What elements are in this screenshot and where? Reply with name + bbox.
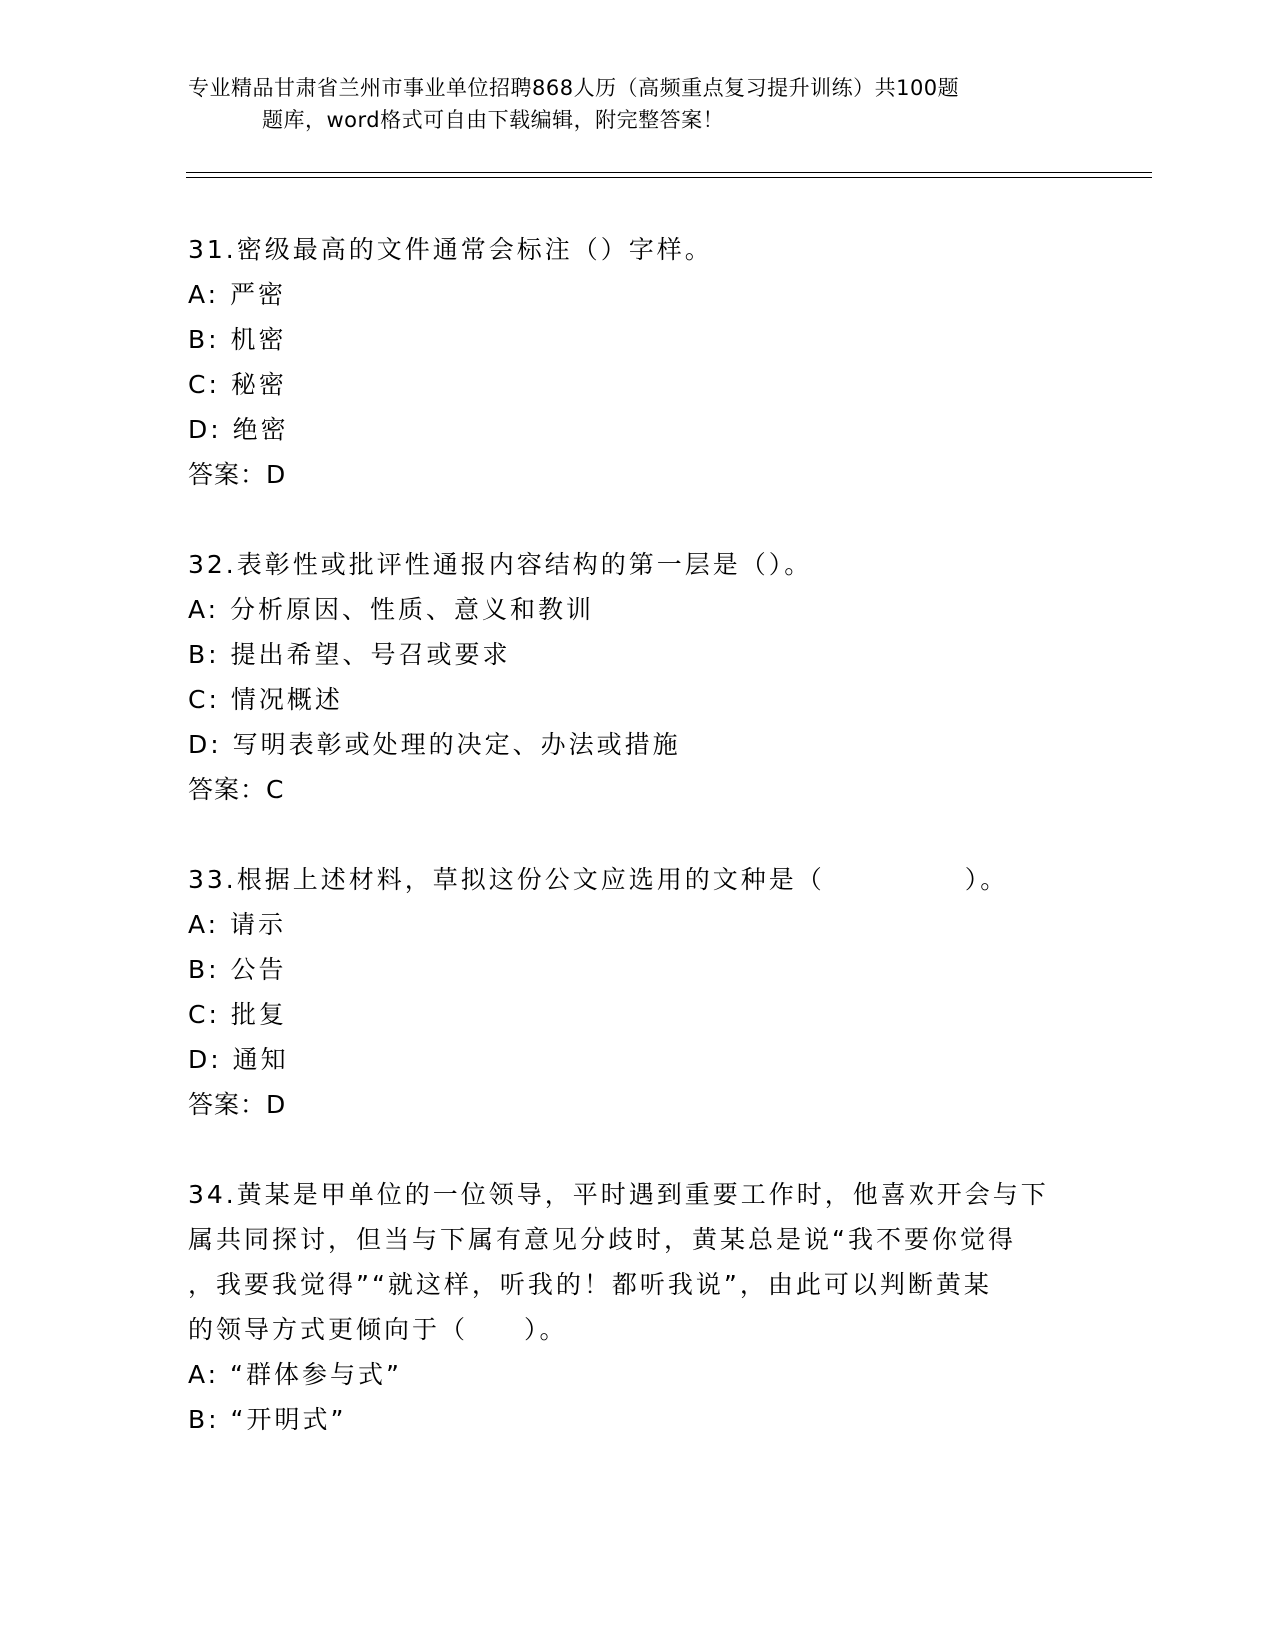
option-c: C: 批复 <box>188 1000 287 1029</box>
header-divider-top <box>186 172 1152 173</box>
header-title-line-2: 题库，word格式可自由下载编辑，附完整答案！ <box>262 108 725 132</box>
question-34 <box>188 1172 1088 1442</box>
document-header <box>188 72 1088 136</box>
question-stem-line-2: 属共同探讨，但当与下属有意见分歧时，黄某总是说“我不要你觉得 <box>188 1225 1016 1254</box>
option-a: A: “群体参与式” <box>188 1360 402 1389</box>
option-d: D: 通知 <box>188 1045 289 1074</box>
answer-line: 答案：D <box>188 460 287 489</box>
answer-line: 答案：D <box>188 1090 287 1119</box>
option-a: A: 请示 <box>188 910 287 939</box>
header-divider-bottom <box>186 177 1152 178</box>
option-b: B: 公告 <box>188 955 287 984</box>
option-b: B: 机密 <box>188 325 287 354</box>
option-b: B: 提出希望、号召或要求 <box>188 640 511 669</box>
option-b: B: “开明式” <box>188 1405 347 1434</box>
option-c: C: 秘密 <box>188 370 287 399</box>
question-stem: 33.根据上述材料，草拟这份公文应选用的文种是（ ）。 <box>188 865 1009 894</box>
question-32 <box>188 542 1088 812</box>
question-stem-line-4: 的领导方式更倾向于（ ）。 <box>188 1315 568 1344</box>
question-stem-line-1: 34.黄某是甲单位的一位领导，平时遇到重要工作时，他喜欢开会与下 <box>188 1180 1049 1209</box>
option-c: C: 情况概述 <box>188 685 343 714</box>
question-stem-line-3: ，我要我觉得”“就这样，听我的！都听我说”，由此可以判断黄某 <box>188 1270 992 1299</box>
option-d: D: 写明表彰或处理的决定、办法或措施 <box>188 730 681 759</box>
question-stem: 32.表彰性或批评性通报内容结构的第一层是（）。 <box>188 550 813 579</box>
option-a: A: 严密 <box>188 280 287 309</box>
option-a: A: 分析原因、性质、意义和教训 <box>188 595 595 624</box>
answer-line: 答案：C <box>188 775 285 804</box>
question-31 <box>188 227 1088 497</box>
header-title-line-1: 专业精品甘肃省兰州市事业单位招聘868人历（高频重点复习提升训练）共100题 <box>188 76 960 100</box>
question-stem: 31.密级最高的文件通常会标注（）字样。 <box>188 235 713 264</box>
option-d: D: 绝密 <box>188 415 289 444</box>
question-33 <box>188 857 1088 1127</box>
